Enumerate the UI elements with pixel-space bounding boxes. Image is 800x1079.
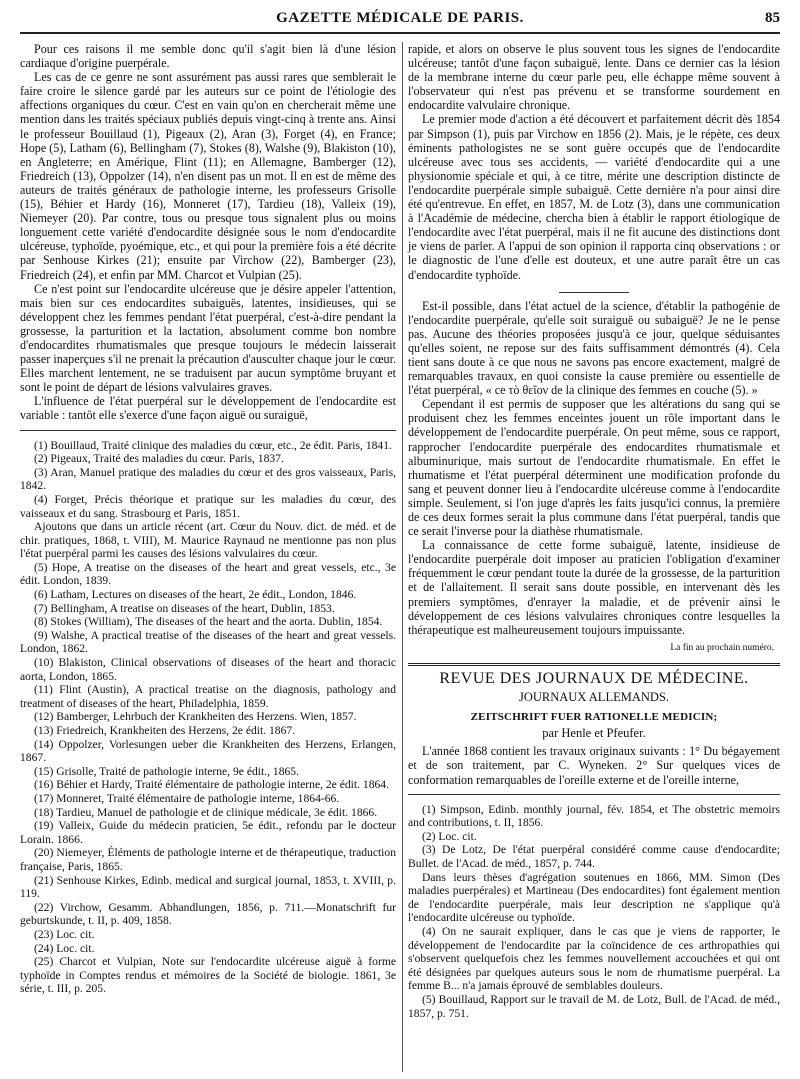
footnote: (22) Virchow, Gesamm. Abhandlungen, 1856, p. 711.—Monatschrift fur geburtskunde, t. II, p. 409, 1858. [20,900,396,928]
journal-title: GAZETTE MÉDICALE DE PARIS. [276,10,524,26]
header-rule [20,32,780,34]
footnote: (10) Blakiston, Clinical observations of diseases of the heart and thoracic aorta, London, 1865. [20,656,396,683]
section-rule [408,663,780,666]
paragraph: Est-il possible, dans l'état actuel de la science, d'établir la pathogénie de l'endocardite puerpérale, qu'elle soit suraiguë ou subaiguë? Je ne le pense pas. Aucune des théories proposées jusqu'à ce jour, quelque séduisantes qu'elles soient, ne repose sur des faits suffisamment démontrés (4). Cela tient sans doute à ce que nous ne savons pas encore exactement, malgré de remarquables travaux, en quoi consiste la cause première ou essentielle de l'état puerpéral, « ce τò θεῖον de la clinique des femmes en couche (5). » [408,298,780,398]
footnote: (12) Bamberger, Lehrbuch der Krankheiten des Herzens. Wien, 1857. [34,710,357,724]
footnote: (2) Pigeaux, Traité des maladies du cœur. Paris, 1837. [34,452,284,466]
footnote: (11) Flint (Austin), A practical treatise on the diagnosis, pathology and treatment of diseases of the heart, Philadelphia, 1859. [20,683,396,710]
footnote: (4) Forget, Précis théorique et pratique sur les maladies du cœur, des vaisseaux et du sang. Strasbourg et Paris, 1851. [20,492,396,520]
footnote: (25) Charcot et Vulpian, Note sur l'endocardite ulcéreuse aiguë à forme typhoïde in Comptes rendus et mémoires de la Société de biologie. 1861, 3e série, t. III, p. 205. [20,955,396,996]
footnote-separator [20,430,396,431]
footnote: (6) Latham, Lectures on diseases of the heart, 2e édit., London, 1846. [34,588,357,602]
section-title: REVUE DES JOURNAUX DE MÉDECINE. [439,669,749,687]
page-header [20,8,780,34]
footnote: (2) Loc. cit. [422,829,477,843]
right-footnotes [408,803,780,1021]
footnote: (3) Aran, Manuel pratique des maladies du cœur et des gros vaisseaux, Paris, 1842. [20,465,396,493]
footnote-separator [408,794,780,795]
footnote: (1) Bouillaud, Traité clinique des maladies du cœur, etc., 2e édit. Paris, 1841. [34,438,392,452]
footnote: (5) Hope, A treatise on the diseases of the heart and great vessels, etc., 3e édit. London, 1839. [20,560,396,588]
section-subtitle: JOURNAUX ALLEMANDS. [518,690,669,705]
footnote: (3) De Lotz, De l'état puerpéral considéré comme cause d'endocardite; Bullet. de l'Acad. de méd., 1857, p. 744. [408,843,780,870]
footnote: Dans leurs thèses d'agrégation soutenues en 1866, MM. Simon (Des maladies puerpérales) et Martineau (Des endocardites) font également mention de l'endocardite puerpérale, mais leur description ne s'applique qu'à l'endocardite ulcéreuse ou typhoïde. [408,870,780,925]
right-column [408,42,780,1074]
footnote: (17) Monneret, Traité élémentaire de pathologie interne, 1864-66. [34,791,340,805]
page-number: 85 [765,10,780,26]
footnote: Ajoutons que dans un article récent (art. Cœur du Nouv. dict. de méd. et de chir. pratiques, 1868, t. VIII), M. Maurice Raynaud ne mentionne pas non plus l'état puerpéral parmi les causes des lésions valvulaires du cœur. [20,520,396,561]
left-footnotes [20,439,396,996]
footnote: (21) Senhouse Kirkes, Edinb. medical and surgical journal, 1853, t. XVIII, p. 119. [20,873,396,901]
paragraph: Le premier mode d'action a été découvert et parfaitement décrit dès 1854 par Simpson (1), puis par Virchow en 1856 (2). Mais, je le répète, ces deux éminents pathologistes ne se sont guère occupés que de l'endocardite ulcéreuse avec tous ses accidents, — variété d'endocardite qui a une physionomie spéciale et qui, à ce titre, mérite une description distincte de l'endocardite puerpérale simple subaiguë. Cette dernière n'a pour ainsi dire été qu'entrevue. En effet, en 1857, M. de Lotz (3), dans une communication à l'Académie de médecine, chercha bien à établir le rapport étiologique de l'endocardite avec l'état puerpéral, mais il ne fit aucune des distinctions dont je viens de parler. A l'appui de son opinion il rapporta cinq observations : or le diagnostic de l'une d'elle est douteux, et une autre paraît être un cas d'endocardite typhoïde. [408,112,780,282]
continued-note: La fin au prochain numéro. [670,642,774,653]
paragraph: Cependant il est permis de supposer que les altérations du sang qui se produisent chez les femmes enceintes jouent un rôle important dans le développement de l'endocardite puerpérale. On peut même, sous ce rapport, rapprocher l'endocardite puerpérale des endocardites rhumatismale et albuminurique, mais surtout de l'endocardite rhumatismale. En effet le rhumatisme et l'état puerpéral déterminent une modification profonde du sang et peuvent donner lieu à l'endocardite ulcéreuse comme à l'endocardite simple. Seulement, si l'on juge d'après les faits jusqu'ici connus, la première de ces deux formes serait la plus commune dans l'état puerpéral, tandis que ce serait l'inverse pour la diathèse rhumatismale. [408,397,780,539]
footnote: (5) Bouillaud, Rapport sur le travail de M. de Lotz, Bull. de l'Acad. de méd., 1857, p. 751. [408,992,780,1020]
footnote: (1) Simpson, Edinb. monthly journal, fév. 1854, et The obstetric memoirs and contributions, t. II, 1856. [408,802,780,830]
footnote: (18) Tardieu, Manuel de pathologie et de clinique médicale, 3e édit. 1866. [34,805,378,819]
journal-name: ZEITSCHRIFT FUER RATIONELLE MEDICIN; [470,711,718,724]
footnote: (23) Loc. cit. [34,927,95,941]
footnote: (13) Friedreich, Krankheiten des Herzens, 2e édit. 1867. [34,724,296,737]
left-column [20,42,396,1074]
footnote: (9) Walshe, A practical treatise of the diseases of the heart and great vessels. London, 1862. [20,628,396,656]
paragraph: Ce n'est point sur l'endocardite ulcéreuse que je désire appeler l'attention, mais bien sur ces endocardites subaiguës, latentes, insidieuses, qui se développent chez les femmes pendant l'état puerpéral, c'est-à-dire pendant la grossesse, la parturition et la lactation, absolument comme bon nombre d'endocardites rhumatismales que presque toujours le médecin laisserait passer inaperçues s'il ne prenait la précaution d'ausculter chaque jour le cœur. Elles marchent lentement, ne se traduisent par aucun symptôme bruyant et sont le point de départ de lésions valvulaires graves. [20,281,396,395]
paragraph: L'influence de l'état puerpéral sur le développement de l'endocardite est variable : tantôt elle s'exerce d'une façon aiguë ou suraiguë, [20,394,396,423]
paragraph: La connaissance de cette forme subaiguë, latente, insidieuse de l'endocardite puerpérale doit imposer au praticien l'obligation d'examiner fréquemment le cœur pendant toute la durée de la grossesse, de la parturition et de l'allaitement. Il serait sans doute possible, en intervenant dès les premiers symptômes, d'enrayer la maladie, et de prévenir ainsi le développement de ces lésions valvulaires chroniques contre lesquelles la thérapeutique est malheureusement toujours impuissante. [408,538,780,637]
journal-authors: par Henle et Pfeufer. [542,726,646,741]
paragraph: Pour ces raisons il me semble donc qu'il s'agit bien là d'une lésion cardiaque d'origine puerpérale. [20,42,396,71]
footnote: (7) Bellingham, A treatise on diseases of the heart, Dublin, 1853. [34,601,335,615]
paragraph: L'année 1868 contient les travaux originaux suivants : 1° Du bégayement et de son traitement, par C. Wyneken. 2° Sur quelques vices de conformation remarquables de l'oreille externe et de l'oreille interne, [408,744,780,787]
footnote: (20) Niemeyer, Éléments de pathologie interne et de thérapeutique, traduction française, Paris, 1865. [20,846,396,873]
footnote: (8) Stokes (William), The diseases of the heart and the aorta. Dublin, 1854. [34,615,383,629]
footnote: (14) Oppolzer, Vorlesungen ueber die Krankheiten des Herzens, Erlangen, 1867. [20,737,396,765]
column-divider [402,42,403,1072]
paragraph: rapide, et alors on observe le plus souvent tous les signes de l'endocardite ulcéreuse; tantôt d'une façon subaiguë, lente. Dans ce dernier cas la lésion de la membrane interne du cœur parle peu, elle échappe même souvent à l'observateur qui n'est pas prévenu et se transforme sourdement en endocardite valvulaire chronique. [408,42,780,113]
footnote: (19) Valleix, Guide du médecin praticien, 5e édit., refondu par le docteur Lorain. 1866. [20,819,396,846]
footnote: (15) Grisolle, Traité de pathologie interne, 9e édit., 1865. [34,764,299,778]
short-separator [559,292,629,293]
paragraph: Les cas de ce genre ne sont assurément pas aussi rares que semblerait le faire croire le silence gardé par les auteurs sur ce point de l'étiologie des affections organiques du cœur. C'est en vain qu'on en chercherait même une mention dans les traités spéciaux publiés depuis vingt-cinq à trente ans. Ainsi le professeur Bouillaud (1), Pigeaux (2), Aran (3), Forget (4), en France; Hope (5), Latham (6), Bellingham (7), Stokes (8), Walshe (9), Blakiston (10), en Angleterre; en Amérique, Flint (11); en Allemagne, Bamberger (12), Friedreich (13), Oppolzer (14), n'en disent pas un mot. Il en est de même des auteurs de traités généraux de pathologie interne, les professeurs Grisolle (15), Béhier et Hardy (16), Monneret (17), Tardieu (18), Valleix (19), Niemeyer (20). Par contre, tous ou presque tous signalent plus ou moins longuement cette variété d'endocardite désignée sous le nom d'endocardite ulcéreuse, typhoïde, pyoémique, etc., et qui pour la première fois a été décrite par Senhouse Kirkes (21); ensuite par Virchow (22), Bamberger (23), Friedreich (24), et enfin par MM. Charcot et Vulpian (25). [20,70,396,282]
footnote: (4) On ne saurait expliquer, dans le cas que je viens de rapporter, le développement de l'endocardite par la coïncidence de ces arthropathies qui s'observent quelquefois chez les femmes nouvellement accouchées et qui ont été désignées par quelques auteurs sous le nom de rhumatisme puerpéral. La femme B... n'a jamais éprouvé de semblables douleurs. [408,924,780,993]
footnote: (16) Béhier et Hardy, Traité élémentaire de pathologie interne, 2e édit. 1864. [34,778,389,792]
footnote: (24) Loc. cit. [34,941,95,955]
